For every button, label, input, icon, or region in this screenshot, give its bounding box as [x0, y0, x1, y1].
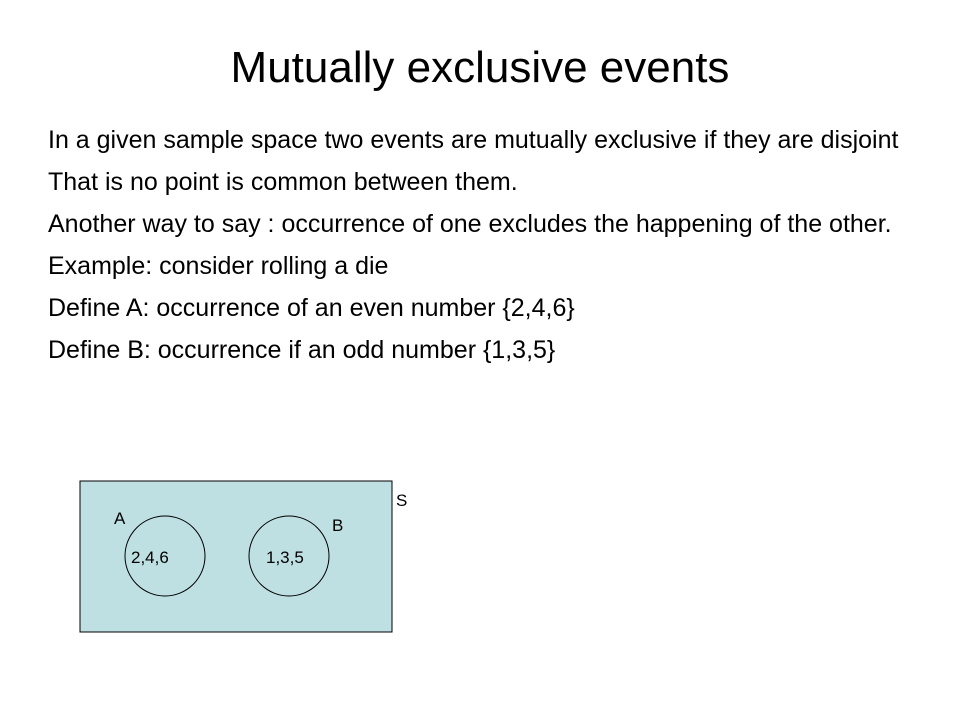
- event-a-elements: 2,4,6: [131, 548, 169, 567]
- bullet-define-a: Define A: occurrence of an even number {2,4,6}: [48, 294, 575, 322]
- bullet-define-b: Define B: occurrence if an odd number {1,3,5}: [48, 336, 556, 364]
- sample-space-label: S: [396, 491, 408, 510]
- bullet-another-way: Another way to say : occurrence of one excludes the happening of the other.: [48, 210, 892, 238]
- bullet-no-common-point: That is no point is common between them.: [48, 168, 518, 196]
- event-b-label: B: [332, 516, 344, 535]
- event-a-label: A: [114, 509, 126, 528]
- slide-title: Mutually exclusive events: [230, 43, 730, 92]
- event-b-elements: 1,3,5: [266, 548, 304, 567]
- sample-space-rect: [80, 481, 392, 632]
- bullet-definition: In a given sample space two events are mutually exclusive if they are disjoint: [48, 126, 899, 154]
- bullet-example: Example: consider rolling a die: [48, 252, 389, 280]
